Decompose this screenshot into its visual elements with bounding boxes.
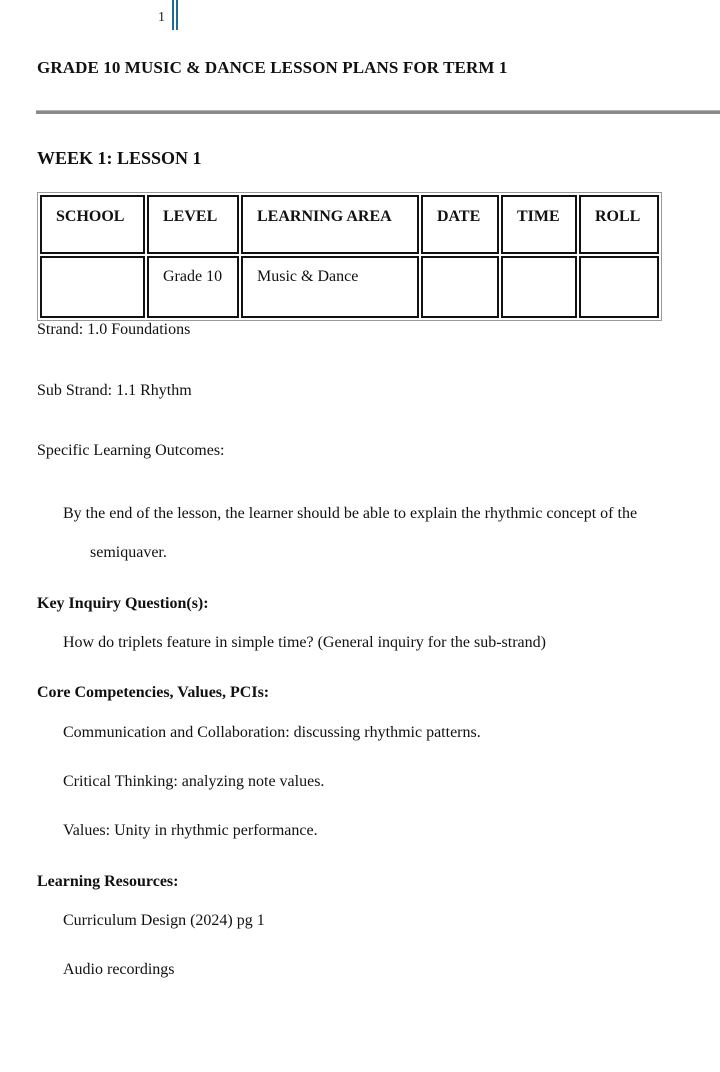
header-roll: ROLL	[579, 195, 659, 254]
key-inquiry-question: How do triplets feature in simple time? (General inquiry for the sub-strand)	[63, 634, 546, 651]
header-date: DATE	[421, 195, 499, 254]
strand-text: Strand: 1.0 Foundations	[37, 321, 191, 338]
text-cursor	[172, 0, 174, 30]
competency-item: Communication and Collaboration: discussing rhythmic patterns.	[63, 724, 481, 741]
cell-date	[421, 256, 499, 318]
header-learning-area: LEARNING AREA	[241, 195, 419, 254]
cell-level: Grade 10	[147, 256, 239, 318]
cell-time	[501, 256, 577, 318]
key-inquiry-heading: Key Inquiry Question(s):	[37, 595, 209, 612]
cell-roll	[579, 256, 659, 318]
header-school: SCHOOL	[40, 195, 145, 254]
sub-strand-text: Sub Strand: 1.1 Rhythm	[37, 382, 192, 399]
learning-resources-heading: Learning Resources:	[37, 873, 179, 890]
competency-item: Critical Thinking: analyzing note values.	[63, 773, 325, 790]
specific-learning-outcomes-label: Specific Learning Outcomes:	[37, 442, 225, 459]
learning-outcome-line-2: semiquaver.	[90, 544, 167, 561]
horizontal-rule	[36, 110, 720, 114]
week-heading: WEEK 1: LESSON 1	[37, 148, 202, 168]
lesson-info-table	[37, 192, 662, 321]
learning-outcome-line-1: By the end of the lesson, the learner should be able to explain the rhythmic concept of the	[63, 505, 638, 522]
resource-item: Curriculum Design (2024) pg 1	[63, 912, 265, 929]
cell-school	[40, 256, 145, 318]
cell-learning-area: Music & Dance	[241, 256, 419, 318]
text-cursor-secondary	[176, 0, 178, 30]
header-time: TIME	[501, 195, 577, 254]
table-header-row	[40, 195, 659, 254]
resource-item: Audio recordings	[63, 961, 175, 978]
document-title: GRADE 10 MUSIC & DANCE LESSON PLANS FOR TERM 1	[37, 58, 508, 77]
table-row	[40, 256, 659, 318]
header-level: LEVEL	[147, 195, 239, 254]
competency-item: Values: Unity in rhythmic performance.	[63, 822, 318, 839]
core-competencies-heading: Core Competencies, Values, PCIs:	[37, 684, 270, 701]
page-number: 1	[158, 10, 165, 25]
